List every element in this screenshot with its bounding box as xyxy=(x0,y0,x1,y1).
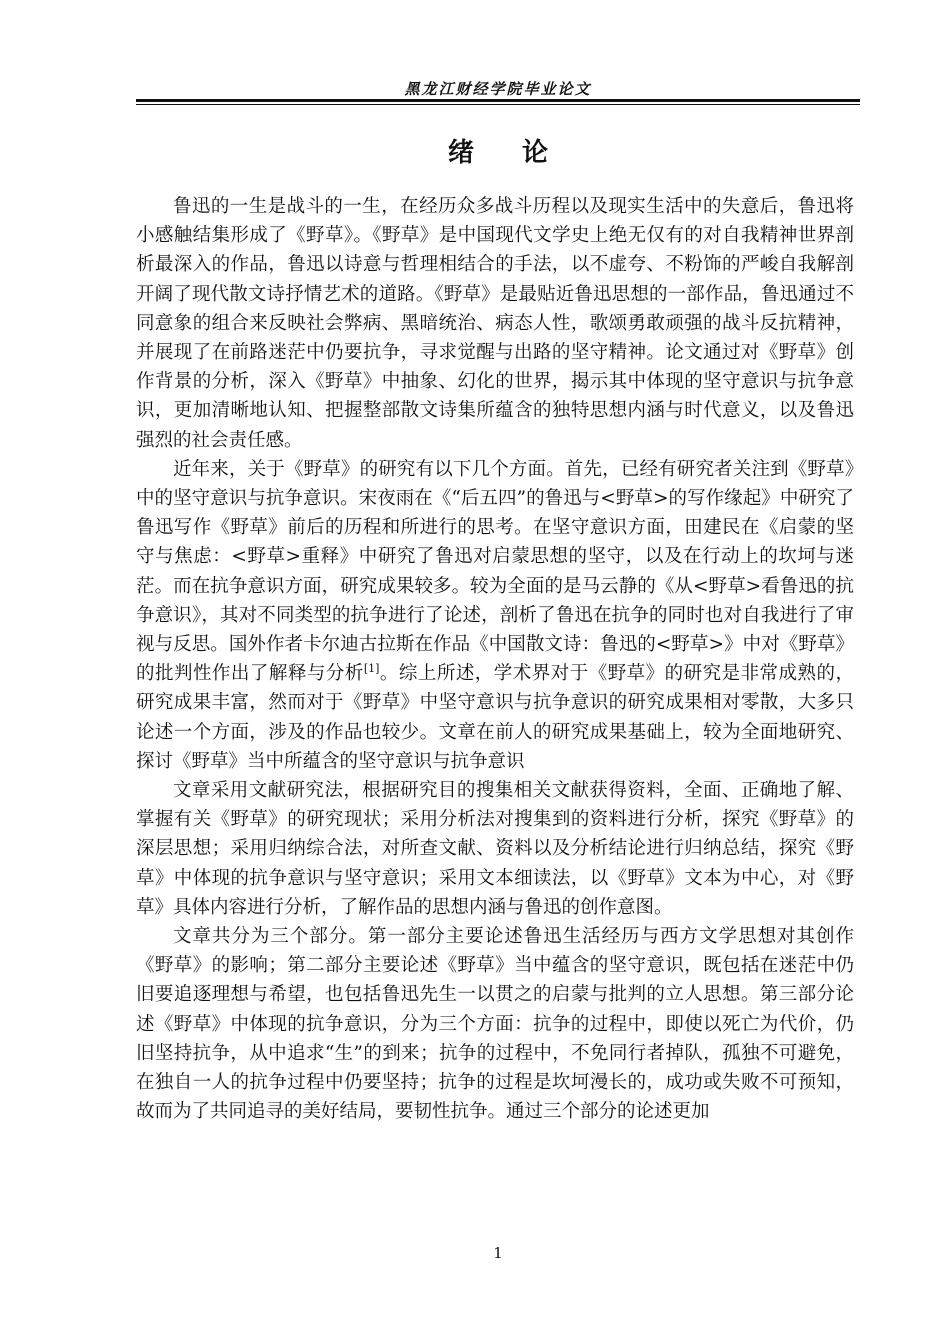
section-title-char-1: 绪 xyxy=(447,138,474,168)
section-title-char-2: 论 xyxy=(522,138,549,168)
paragraph-2-part-b: 。综上所述，学术界对于《野草》的研究是非常成熟的，研究成果丰富，然而对于《野草》中坚守意识与抗争意识的研究成果相对零散，大多只论述一个方面，涉及的作品也较少。文章在前人的研究成果基础上，较为全面地研究、探讨《野草》当中所蕴含的坚守意识与抗争意识 xyxy=(136,663,854,772)
page-number: 1 xyxy=(493,1244,503,1262)
body-text xyxy=(136,192,854,1127)
paragraph-3: 文章采用文献研究法，根据研究目的搜集相关文献获得资料，全面、正确地了解、掌握有关《野草》的研究现状；采用分析法对搜集到的资料进行分析，探究《野草》的深层思想；采用归纳综合法，对所查文献、资料以及分析结论进行归纳总结，探究《野草》中体现的抗争意识与坚守意识；采用文本细读法，以《野草》文本为中心，对《野草》具体内容进行分析，了解作品的思想内涵与鲁迅的创作意图。 xyxy=(136,780,854,918)
paragraph-4: 文章共分为三个部分。第一部分主要论述鲁迅生活经历与西方文学思想对其创作《野草》的影响；第二部分主要论述《野草》当中蕴含的坚守意识，既包括在迷茫中仍旧要追逐理想与希望，也包括鲁迅先生一以贯之的启蒙与批判的立人思想。第三部分论述《野草》中体现的抗争意识，分为三个方面：抗争的过程中，即使以死亡为代价，仍旧坚持抗争，从中追求“生”的到来；抗争的过程中，不免同行者掉队，孤独不可避免，在独自一人的抗争过程中仍要坚持；抗争的过程是坎坷漫长的，成功或失败不可预知，故而为了共同追寻的美好结局，要韧性抗争。通过三个部分的论述更加 xyxy=(136,926,854,1123)
section-title xyxy=(136,132,860,169)
paragraph-2-part-a: 近年来，关于《野草》的研究有以下几个方面。首先，已经有研究者关注到《野草》中的坚守意识与抗争意识。宋夜雨在《“后五四”的鲁迅与<野草>的写作缘起》中研究了鲁迅写作《野草》前后的历程和所进行的思考。在坚守意识方面，田建民在《启蒙的坚守与焦虑：<野草>重释》中研究了鲁迅对启蒙思想的坚守，以及在行动上的坎坷与迷茫。而在抗争意识方面，研究成果较多。较为全面的是马云静的《从<野草>看鲁迅的抗争意识》，其对不同类型的抗争进行了论述，剖析了鲁迅在抗争的同时也对自我进行了审视与反思。国外作者卡尔迪古拉斯在作品《中国散文诗：鲁迅的<野草>》中对《野草》的批判性作出了解释与分析 xyxy=(136,458,854,685)
paragraph-1: 鲁迅的一生是战斗的一生，在经历众多战斗历程以及现实生活中的失意后，鲁迅将小感触结集形成了《野草》。《野草》是中国现代文学史上绝无仅有的对自我精神世界剖析最深入的作品，鲁迅以诗意与哲理相结合的手法，以不虚夸、不粉饰的严峻自我解剖开阔了现代散文诗抒情艺术的道路。《野草》是最贴近鲁迅思想的一部作品，鲁迅通过不同意象的组合来反映社会弊病、黑暗统治、病态人性，歌颂勇敢顽强的战斗反抗精神，并展现了在前路迷茫中仍要抗争，寻求觉醒与出路的坚守精神。论文通过对《野草》创作背景的分析，深入《野草》中抽象、幻化的世界，揭示其中体现的坚守意识与抗争意识，更加清晰地认知、把握整部散文诗集所蕴含的独特思想内涵与时代意义，以及鲁迅强烈的社会责任感。 xyxy=(136,196,854,451)
citation-ref-1: [1] xyxy=(363,662,380,676)
header-rule-thick xyxy=(136,99,860,102)
paragraph-2 xyxy=(136,455,854,776)
header-rule-thin xyxy=(136,104,860,105)
running-header: 黑龙江财经学院毕业论文 xyxy=(404,80,592,98)
